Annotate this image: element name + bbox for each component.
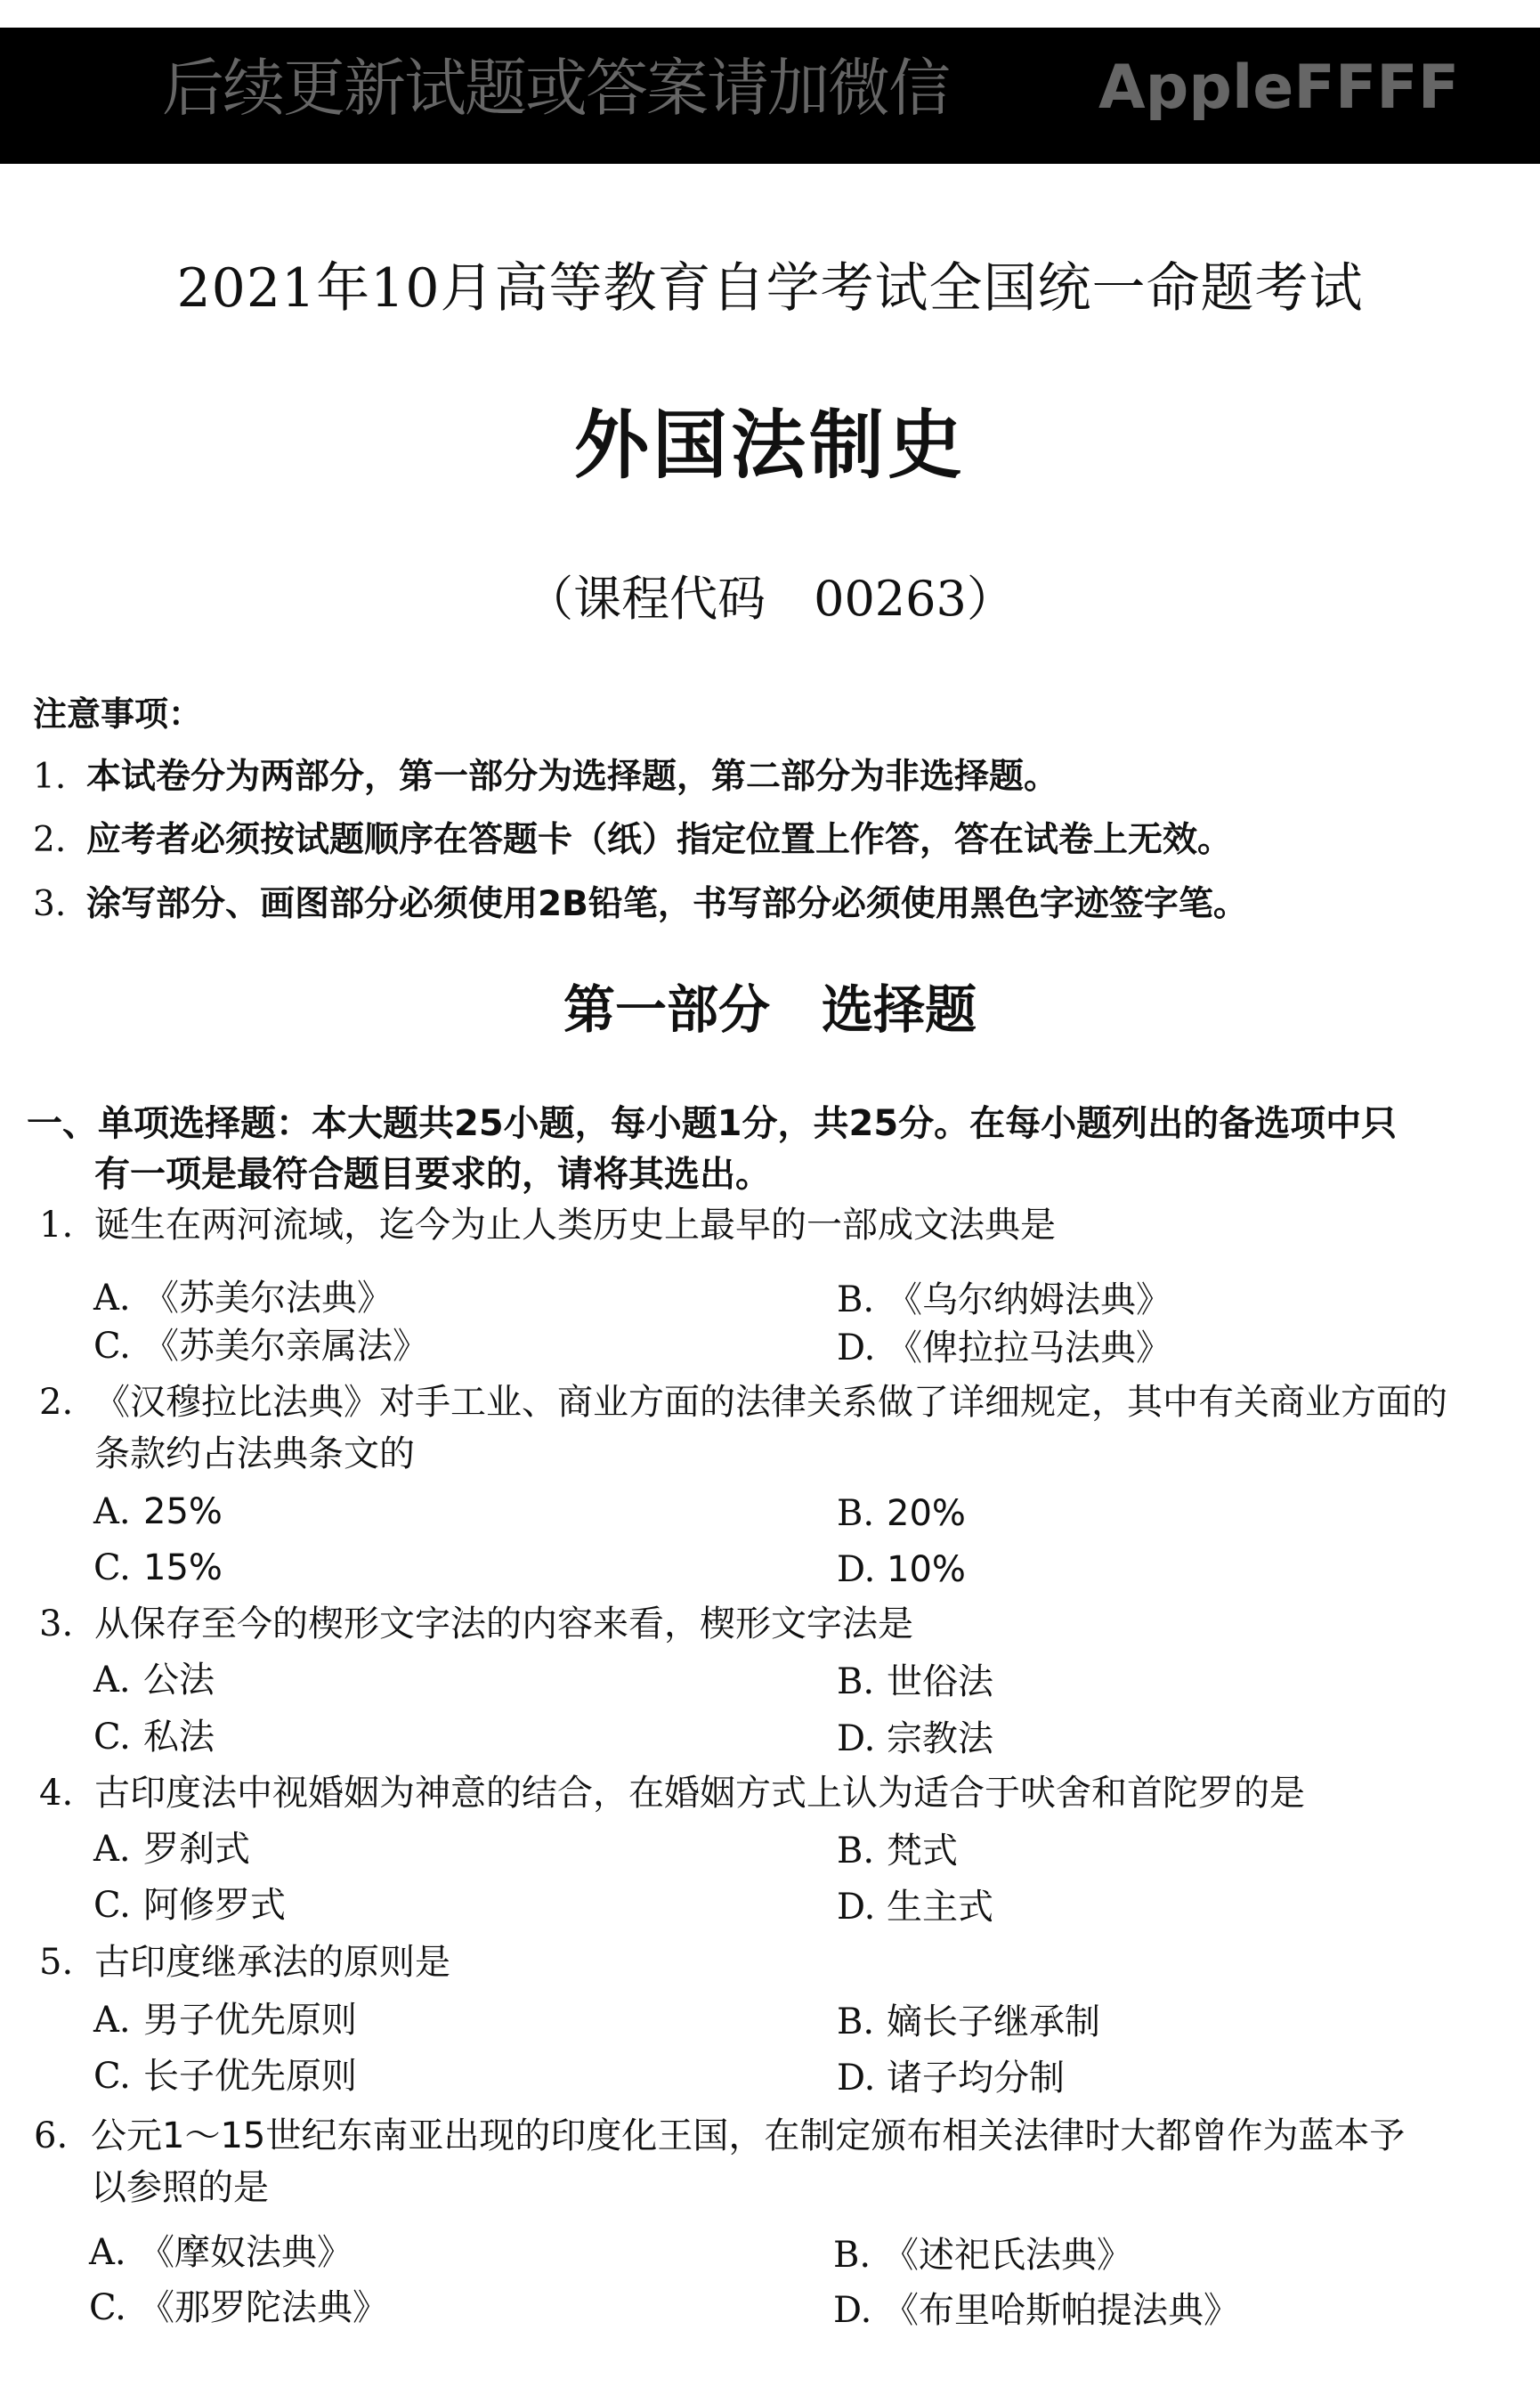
option-c: [93, 1717, 215, 1758]
note-item: [33, 820, 1233, 860]
option-letter: A.: [93, 1278, 131, 1319]
option-letter: C.: [93, 1717, 131, 1758]
option-text: 世俗法: [887, 1661, 993, 1702]
option-text: 诸子均分制: [887, 2058, 1065, 2099]
option-letter: A.: [93, 1660, 131, 1701]
note-item: [33, 884, 1248, 924]
option-text: 罗刹式: [143, 1829, 250, 1870]
option-d: [837, 1887, 993, 1928]
option-c: [89, 2287, 388, 2328]
option-text: 宗教法: [887, 1718, 993, 1759]
exam-title: 2021年10月高等教育自学考试全国统一命题考试: [176, 257, 1364, 320]
note-text: 本试卷分为两部分，第一部分为选择题，第二部分为非选择题。: [86, 757, 1059, 797]
option-d: [837, 1549, 966, 1590]
option-text: 《苏美尔法典》: [143, 1278, 393, 1319]
option-letter: B.: [837, 1661, 875, 1702]
part-heading: 第一部分 选择题: [563, 979, 977, 1040]
option-b: [837, 1279, 1171, 1320]
note-number: 1.: [33, 757, 67, 797]
notes-title: 注意事项：: [33, 694, 203, 734]
question-text: 公元1～15世纪东南亚出现的印度化王国，在制定颁布相关法律时大都曾作为蓝本予: [91, 2115, 1406, 2156]
option-text: 梵式: [887, 1831, 958, 1871]
note-text: 应考者必须按试题顺序在答题卡（纸）指定位置上作答，答在试卷上无效。: [86, 820, 1233, 860]
question-number: 4.: [39, 1773, 74, 1814]
option-a: [93, 1278, 393, 1319]
option-b: [833, 2235, 1132, 2276]
option-letter: A.: [93, 2000, 131, 2041]
option-text: 长子优先原则: [143, 2056, 357, 2097]
option-b: [837, 1661, 993, 1702]
option-letter: C.: [93, 1547, 131, 1588]
option-letter: B.: [837, 1831, 875, 1871]
option-a: [93, 1491, 223, 1532]
option-text: 25%: [143, 1491, 223, 1532]
option-d: [837, 2058, 1065, 2099]
option-c: [93, 2056, 357, 2097]
option-letter: C.: [89, 2287, 126, 2328]
question-text: 古印度继承法的原则是: [94, 1942, 450, 1983]
option-text: 15%: [143, 1547, 223, 1588]
note-number: 2.: [33, 820, 67, 860]
option-letter: A.: [93, 1829, 131, 1870]
note-item: [33, 757, 1059, 797]
option-text: 《摩奴法典》: [139, 2232, 353, 2273]
section-instruction-line: 有一项是最符合题目要求的，请将其选出。: [94, 1154, 771, 1195]
question-number: 1.: [39, 1205, 74, 1246]
note-number: 3.: [33, 884, 67, 924]
option-c: [93, 1885, 286, 1926]
option-text: 《布里哈斯帕提法典》: [883, 2290, 1239, 2331]
option-letter: D.: [837, 1549, 876, 1590]
question-text: 从保存至今的楔形文字法的内容来看，楔形文字法是: [94, 1604, 913, 1644]
option-text: 《苏美尔亲属法》: [143, 1326, 428, 1367]
option-text: 《那罗陀法典》: [139, 2287, 388, 2328]
question-number: 2.: [39, 1382, 74, 1423]
option-b: [837, 2001, 1100, 2042]
option-a: [93, 1829, 250, 1870]
option-text: 男子优先原则: [143, 2000, 357, 2041]
option-letter: B.: [837, 2001, 875, 2042]
option-letter: A.: [93, 1491, 131, 1532]
option-text: 《乌尔纳姆法典》: [887, 1279, 1171, 1320]
question-number: 3.: [39, 1604, 74, 1644]
option-letter: B.: [837, 1279, 875, 1320]
question-text-continued: 条款约占法典条文的: [94, 1433, 415, 1474]
option-letter: D.: [837, 1887, 876, 1928]
option-b: [837, 1833, 958, 1869]
option-letter: C.: [93, 2056, 131, 2097]
option-letter: A.: [89, 2232, 126, 2273]
question-number: 6.: [34, 2115, 69, 2156]
section-instruction-line: 一、单项选择题：本大题共25小题，每小题1分，共25分。在每小题列出的备选项中只: [27, 1103, 1398, 1144]
banner-wechat-id: AppleFFFF: [1098, 53, 1460, 123]
option-letter: B.: [837, 1493, 875, 1534]
question-text: 《汉穆拉比法典》对手工业、商业方面的法律关系做了详细规定，其中有关商业方面的: [94, 1382, 1447, 1423]
option-letter: D.: [837, 1327, 876, 1368]
note-text: 涂写部分、画图部分必须使用2B铅笔，书写部分必须使用黑色字迹签字笔。: [86, 884, 1248, 924]
question-text: 古印度法中视婚姻为神意的结合，在婚姻方式上认为适合于吠舍和首陀罗的是: [94, 1773, 1305, 1814]
option-c: [93, 1326, 428, 1367]
option-text: 生主式: [887, 1887, 993, 1928]
option-letter: C.: [93, 1885, 131, 1926]
option-text: 嫡长子继承制: [887, 2001, 1100, 2042]
question-text-continued: 以参照的是: [91, 2167, 269, 2208]
option-letter: C.: [93, 1326, 131, 1367]
option-text: 公法: [143, 1660, 215, 1701]
watermark-banner: [0, 28, 1540, 164]
banner-text: 后续更新试题或答案请加微信: [162, 52, 949, 125]
option-d: [837, 1327, 1171, 1368]
option-c: [93, 1547, 223, 1588]
option-a: [93, 1660, 215, 1701]
option-a: [89, 2232, 353, 2273]
option-d: [837, 1718, 993, 1759]
option-text: 10%: [887, 1549, 966, 1590]
option-text: 《述祀氏法典》: [883, 2235, 1132, 2276]
option-letter: D.: [837, 2058, 876, 2099]
course-name: 外国法制史: [573, 402, 966, 489]
course-code: （课程代码 00263）: [525, 571, 1015, 627]
option-letter: D.: [833, 2290, 872, 2331]
option-text: 《俾拉拉马法典》: [887, 1327, 1171, 1368]
option-a: [93, 2000, 357, 2041]
option-text: 私法: [143, 1717, 215, 1758]
question-number: 5.: [39, 1942, 74, 1983]
option-text: 阿修罗式: [143, 1885, 286, 1926]
option-letter: B.: [833, 2235, 871, 2276]
option-d: [833, 2290, 1239, 2331]
question-text: 诞生在两河流域，迄今为止人类历史上最早的一部成文法典是: [94, 1205, 1056, 1246]
option-text: 20%: [887, 1493, 966, 1534]
option-b: [837, 1493, 966, 1534]
option-letter: D.: [837, 1718, 876, 1759]
